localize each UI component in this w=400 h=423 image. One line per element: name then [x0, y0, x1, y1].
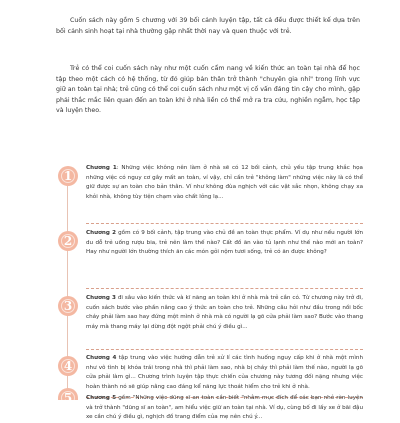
chapter-2-number: 2 [63, 234, 73, 248]
chapter-3-number: 3 [63, 299, 73, 313]
chapter-4-label: Chương 4 [86, 355, 117, 361]
intro-paragraph-1: Cuốn sách này gồm 5 chương với 39 bối cảnh luyện tập, tất cả đều được thiết kế dựa trên bối cảnh sinh hoạt tại nhà thường gặp nhất thời nay và quen thuộc với trẻ. [56, 17, 360, 35]
chapter-3-label: Chương 3 [86, 295, 116, 301]
chapter-5-number: 5 [63, 391, 73, 405]
chapter-5-text: gồm "Những việc dũng sĩ an toàn cần biết "nhằm mục đích để các bạn nhỏ rèn luyện và trở thành "dũng sĩ an toàn", am hiểu việc giữ an toàn tại nhà. Ví dụ, cùng bố đi lấy xe ở bãi đậu xe cần chú ý điều gì, nghịch đồ trang điểm của mẹ nên chú ý... [86, 395, 363, 421]
chapter-5-label: Chương 5 [86, 395, 117, 401]
chapter-1-text: : Những việc không nên làm ở nhà sẽ có 12 bối cảnh, chủ yếu tập trung khắc họa những việc có nguy cơ gây mất an toàn, ví vậy, chỉ cần trẻ "không làm" những việc này là có thể giữ được sự an toàn cho bản thân. Ví như không đùa nghịch với các vật sắc nhọn, không chạy xa khỏi nhà, không tùy tiện chạm vào chất lỏng lạ... [86, 165, 363, 200]
intro-paragraph-2: Trẻ có thể coi cuốn sách này như một cuốn cẩm nang về kiến thức an toàn tại nhà để học tập theo một cách có hệ thống, từ đó giúp bản thân trở thành "chuyên gia nhí" trong lĩnh vực giữ an toàn tại nhà; trẻ cũng có thể coi cuốn sách như một vị cố vấn đáng tin cậy cho mình, gặp phải thắc mắc liên quan đến an toàn khi ở nhà liền có thể mở ra tra cứu, nghiền ngẫm, học tập và luyện theo. [56, 65, 360, 115]
chapter-1-label: Chương 1 [86, 165, 117, 171]
chapter-5-description [86, 394, 363, 421]
chapter-5-number-badge [58, 388, 78, 405]
chapter-3-number-badge [58, 296, 78, 316]
chapter-1-description [86, 164, 363, 224]
chapter-2-text: gồm có 9 bối cảnh, tập trung vào chủ đề an toàn thực phẩm. Ví dụ như nếu người lớn du dỗ trẻ uống rượu bia, trẻ nên làm thế nào? Cất đồ ăn vào tủ lạnh như thế nào mới an toàn? Hay như người lớn thường thích ăn các món gỏi nộm tươi sống, trẻ có ăn được không? [86, 230, 363, 256]
chapter-2-number-badge [58, 231, 78, 251]
chapter-1-number-badge [58, 166, 78, 186]
chapter-3-description [86, 294, 363, 350]
chapter-3-text: đi sâu vào kiến thức và kĩ năng an toàn khi ở nhà mà trẻ cần có. Từ chương này trở đi, cuốn sách bước vào phần nâng cao ý thức an toàn cho trẻ. Những câu hỏi như đầu trong nồi bốc cháy phải làm sao hay đứng một mình ở nhà mà có người lạ gõ cửa phải làm sao? Bước vào thang máy mà thang máy lại dừng đột ngột phải chú ý điều gì... [86, 295, 363, 330]
chapter-4-number: 4 [63, 359, 73, 373]
chapter-1-number: 1 [63, 169, 73, 183]
chapter-2-description [86, 229, 363, 289]
chapter-4-number-badge-visible [58, 356, 78, 376]
chapter-4-description [86, 354, 363, 398]
chapter-4-text: tập trung vào việc hướng dẫn trẻ xử lí các tình huống nguy cấp khi ở nhà một mình như vô tình bị khóa trái trong nhà thì phải làm sao, nhà bị cháy thì phải làm thế nào, người lạ gõ cửa phải làm gì... Chương trình luyện tập thực chiến của chương này tương đối nặng nhưng việc hoàn thành nó sẽ giúp nâng cao đáng kể năng lực thoát hiểm cho trẻ khi ở nhà. [86, 355, 363, 390]
chapter-2-label: Chương 2 [86, 230, 117, 236]
